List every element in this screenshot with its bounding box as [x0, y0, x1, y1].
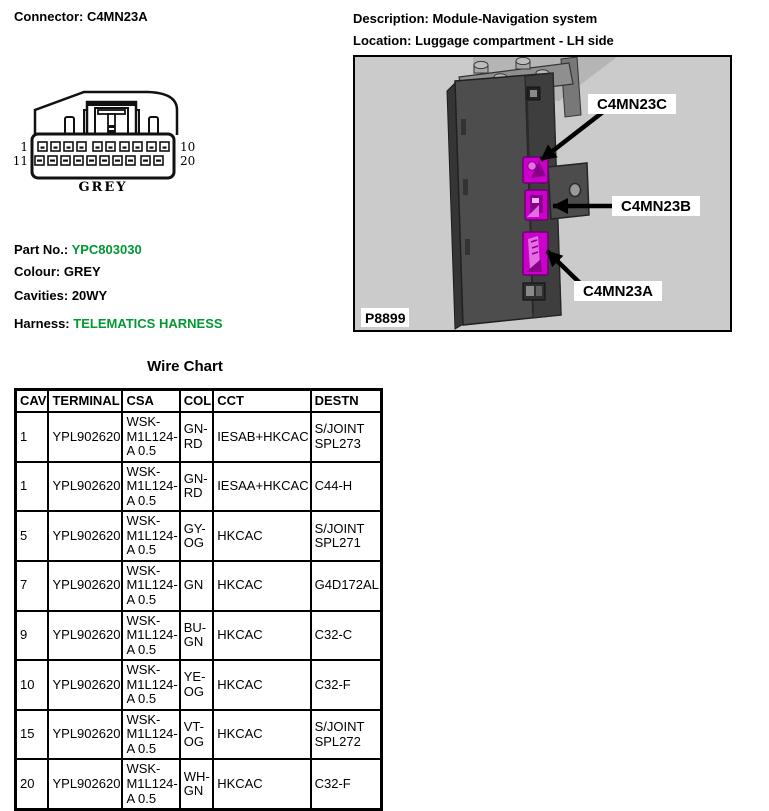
latch-stripe — [108, 130, 115, 133]
cell: YPL902620 — [48, 412, 122, 462]
cell: S/JOINT SPL273 — [311, 412, 382, 462]
header-row — [16, 390, 382, 413]
cell: C32-F — [311, 660, 382, 710]
cell: YPL902620 — [48, 660, 122, 710]
cell: WSK-M1L124-A 0.5 — [122, 710, 179, 760]
wire-chart-title: Wire Chart — [147, 358, 223, 375]
pin-label-20: 20 — [180, 154, 196, 168]
cell: HKCAC — [213, 710, 310, 760]
table-row — [16, 462, 382, 512]
col-header-destn: DESTN — [311, 390, 382, 413]
connector-face-diagram — [8, 85, 208, 200]
description-line: Description: Module-Navigation system — [353, 11, 598, 26]
connector-c4mn23a-plug — [523, 232, 548, 275]
connector-c4mn23c-plug — [523, 157, 548, 183]
label-c4mn23a: C4MN23A — [582, 283, 654, 300]
cell: WSK-M1L124-A 0.5 — [122, 511, 179, 561]
part-no-label: Part No.: — [14, 242, 69, 257]
cell: 7 — [16, 561, 49, 611]
mounting-hole — [570, 184, 581, 197]
cell: HKCAC — [213, 759, 310, 809]
cell: YPL902620 — [48, 611, 122, 661]
connector-title: Connector: C4MN23A — [14, 9, 148, 24]
table-row — [16, 759, 382, 809]
cell: YPL902620 — [48, 561, 122, 611]
cell: 1 — [16, 412, 49, 462]
cell: GN-RD — [180, 412, 213, 462]
col-header-cct: CCT — [213, 390, 310, 413]
cell: C44-H — [311, 462, 382, 512]
col-header-csa: CSA — [122, 390, 179, 413]
table-row — [16, 511, 382, 561]
mounting-tab — [548, 163, 589, 219]
cell: 15 — [16, 710, 49, 760]
photo-id: P8899 — [365, 310, 406, 326]
cell: WH-GN — [180, 759, 213, 809]
harness-label: Harness: — [14, 316, 70, 331]
col-header-cav: CAV — [16, 390, 49, 413]
cell: 1 — [16, 462, 49, 512]
cell: S/JOINT SPL271 — [311, 511, 382, 561]
cavities-line — [14, 288, 107, 303]
module-photo — [355, 57, 730, 330]
hood-post-left — [65, 117, 74, 134]
col-header-terminal: TERMINAL — [48, 390, 122, 413]
cell: HKCAC — [213, 611, 310, 661]
cell: C32-F — [311, 759, 382, 809]
cavities-label: Cavities: — [14, 288, 69, 303]
cell: 5 — [16, 511, 49, 561]
table-row — [16, 710, 382, 760]
latch-stripe — [108, 125, 115, 128]
cell: G4D172AL — [311, 561, 382, 611]
colour-label: Colour: — [14, 264, 61, 279]
bottom-small-connector — [523, 283, 545, 300]
cell: WSK-M1L124-A 0.5 — [122, 660, 179, 710]
cell: HKCAC — [213, 511, 310, 561]
cavities-value: 20WY — [71, 288, 108, 303]
cell: YPL902620 — [48, 759, 122, 809]
cell: 9 — [16, 611, 49, 661]
harness-line — [14, 316, 223, 331]
cell: HKCAC — [213, 660, 310, 710]
cell: GN — [180, 561, 213, 611]
cell: WSK-M1L124-A 0.5 — [122, 759, 179, 809]
cell: VT-OG — [180, 710, 213, 760]
connector-c4mn23b-plug — [525, 190, 548, 220]
cell: YPL902620 — [48, 511, 122, 561]
cell: GN-RD — [180, 462, 213, 512]
cell: 20 — [16, 759, 49, 809]
pin-label-1: 1 — [20, 140, 28, 154]
col-header-col: COL — [180, 390, 213, 413]
cell: BU-GN — [180, 611, 213, 661]
cell: S/JOINT SPL272 — [311, 710, 382, 760]
table-row — [16, 611, 382, 661]
colour-value: GREY — [63, 264, 101, 279]
cell: HKCAC — [213, 561, 310, 611]
pin-label-10: 10 — [180, 140, 196, 154]
location-line: Location: Luggage compartment - LH side — [353, 33, 614, 48]
cell: WSK-M1L124-A 0.5 — [122, 462, 179, 512]
pin-label-11: 11 — [12, 154, 28, 168]
cell: YPL902620 — [48, 710, 122, 760]
cell: C32-C — [311, 611, 382, 661]
label-c4mn23c: C4MN23C — [596, 96, 668, 113]
label-c4mn23b: C4MN23B — [620, 198, 692, 215]
cell: 10 — [16, 660, 49, 710]
harness-link[interactable]: TELEMATICS HARNESS — [73, 316, 223, 331]
cell: IESAA+HKCAC — [213, 462, 310, 512]
cell: YPL902620 — [48, 462, 122, 512]
table-row — [16, 561, 382, 611]
cell: YE-OG — [180, 660, 213, 710]
module-photo-panel — [353, 55, 732, 332]
part-no-link[interactable]: YPC803030 — [71, 242, 142, 257]
table-row — [16, 412, 382, 462]
cell: WSK-M1L124-A 0.5 — [122, 561, 179, 611]
connector-colour-caption: GREY — [78, 180, 128, 195]
cell: WSK-M1L124-A 0.5 — [122, 412, 179, 462]
cell: GY-OG — [180, 511, 213, 561]
wire-chart-table — [14, 388, 383, 811]
colour-line — [14, 264, 101, 279]
cell: IESAB+HKCAC — [213, 412, 310, 462]
hood-post-right — [149, 117, 158, 134]
cell: WSK-M1L124-A 0.5 — [122, 611, 179, 661]
table-row — [16, 660, 382, 710]
latch-top-bar — [87, 102, 136, 106]
part-no-line — [14, 242, 142, 257]
